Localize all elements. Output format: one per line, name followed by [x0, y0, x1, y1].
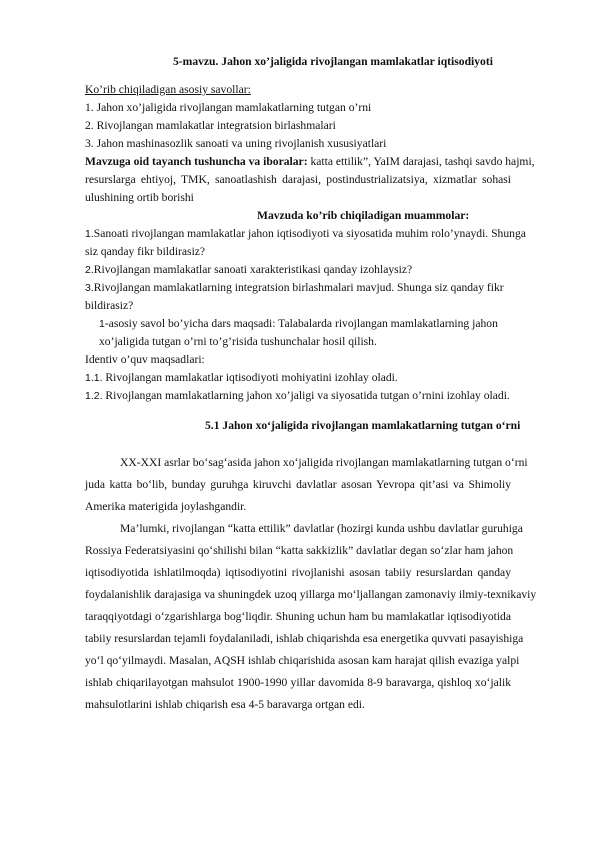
paragraph-line: iqtisodiyotida ishlatilmoqda) iqtisodiyotini rivojlanishi asosan tabiiy resurslardan qanday — [85, 566, 511, 579]
problems-heading: Mavzuda ko’rib chiqiladigan muammolar: — [257, 209, 470, 222]
question-item: 2. Rivojlangan mamlakatlar integratsion birlashmalari — [85, 119, 336, 132]
paragraph-line: taraqqiyotdagi o‘zgarishlarga bog‘liqdir. Shuning uchun ham bu mamlakatlar iqtisodiyotida — [85, 610, 511, 623]
keywords-line: ulushining ortib borishi — [85, 191, 194, 204]
paragraph-line: Rossiya Federatsiyasini qo‘shilishi bilan “katta sakkizlik” davlatlar degan so‘zlar ham jahon — [85, 544, 514, 557]
paragraph-line: yo‘l qo‘yilmaydi. Masalan, AQSH ishlab chiqarishida asosan kam harajat qilish evaziga yalpi — [85, 654, 520, 667]
keywords-line: Mavzuga oid tayanch tushuncha va iboralar: katta ettilik”, YaIM darajasi, tashqi savdo hajmi, — [85, 155, 535, 168]
identiv-item: 1.2. Rivojlangan mamlakatlarning jahon xo’jaligi va siyosatida tutgan o’rnini izohlay oladi. — [85, 389, 510, 402]
problem-item-continuation: bildirasiz? — [85, 299, 134, 312]
paragraph-line: foydalanishlik darajasiga va shuningdek uzoq yillarga mo‘ljallangan zamonaviy ilmiy-texnikaviy — [85, 588, 537, 601]
question-item: 1. Jahon xo’jaligida rivojlangan mamlakatlarning tutgan o’rni — [85, 101, 372, 114]
problem-item: 2.Rivojlangan mamlakatlar sanoati xarakteristikasi qanday izohlaysiz? — [85, 263, 413, 276]
question-item: 3. Jahon mashinasozlik sanoati va uning rivojlanish xususiyatlari — [85, 137, 387, 150]
questions-heading: Ko’rib chiqiladigan asosiy savollar: — [85, 83, 251, 96]
section-title: 5.1 Jahon xo‘jaligida rivojlangan mamlakatlarning tutgan o‘rni — [205, 419, 521, 432]
document-title: 5-mavzu. Jahon xo’jaligida rivojlangan mamlakatlar iqtisodiyoti — [173, 55, 493, 68]
paragraph-line: XX-XXI asrlar bo‘sag‘asida jahon xo‘jaligida rivojlangan mamlakatlarning tutgan o‘rni — [120, 456, 528, 469]
paragraph-line: mahsulotlarini ishlab chiqarish esa 4-5 baravarga ortgan edi. — [85, 698, 365, 711]
paragraph-line: Amerika materigida joylashgandir. — [85, 500, 247, 513]
identiv-heading: Identiv o’quv maqsadlari: — [85, 353, 205, 366]
identiv-item: 1.1. Rivojlangan mamlakatlar iqtisodiyoti mohiyatini izohlay oladi. — [85, 371, 398, 384]
paragraph-line: Ma’lumki, rivojlangan “katta ettilik” davlatlar (hozirgi kunda ushbu davlatlar guruhiga — [120, 522, 523, 535]
goal-line: 1-asosiy savol bo’yicha dars maqsadi: Talabalarda rivojlangan mamlakatlarning jahon — [99, 317, 498, 330]
goal-line: xo’jaligida tutgan o’rni to’g’risida tushunchalar hosil qilish. — [99, 335, 377, 348]
keywords-line: resurslarga ehtiyoj, TMK, sanoatlashish darajasi, postindustrializatsiya, xizmatlar sohasi — [85, 173, 511, 186]
problem-item: 1.Sanoati rivojlangan mamlakatlar jahon iqtisodiyoti va siyosatida muhim rolo’ynaydi. Shunga — [85, 227, 526, 240]
paragraph-line: juda katta bo‘lib, bunday guruhga kiruvchi davlatlar asosan Yevropa qit’asi va Shimoliy — [85, 478, 511, 491]
paragraph-line: ishlab chiqarilayotgan mahsulot 1900-1990 yillar davomida 8-9 baravarga, qishloq xo‘jalik — [85, 676, 511, 689]
keywords-label: Mavzuga oid tayanch tushuncha va iboralar: — [85, 155, 308, 168]
problem-item-continuation: siz qanday fikr bildirasiz? — [85, 245, 206, 258]
paragraph-line: tabiiy resurslardan tejamli foydalaniladi, ishlab chiqarishda esa energetika quvvati pasayishiga — [85, 632, 524, 645]
problem-item: 3.Rivojlangan mamlakatlarning integratsion birlashmalari mavjud. Shunga siz qanday fikr — [85, 281, 504, 294]
